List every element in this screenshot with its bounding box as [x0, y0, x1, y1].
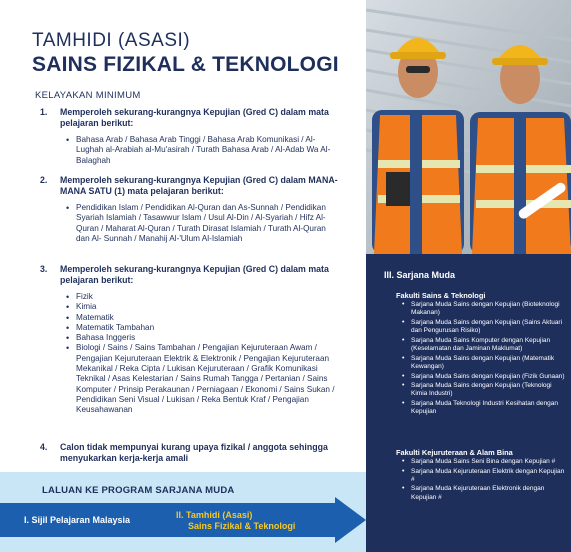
program-item: • Sarjana Muda Teknologi Industri Kesihatan dengan Kepujian	[404, 400, 569, 417]
requirement-number: 1.	[40, 107, 48, 117]
requirement-text: Memperoleh sekurang-kurangnya Kepujian (Gred C) dalam mata pelajaran berikut:	[60, 264, 329, 285]
subject-item: • Bahasa Arab / Bahasa Arab Tinggi / Bahasa Arab Komunikasi / Al-Lughah al-Arabiah al-Mu'asirah / Turath Bahasa Arab / Al-Adab Wa Al-Balaghah	[68, 135, 340, 166]
requirement-text: Calon tidak mempunyai kurang upaya fizikal / anggota sehingga menyukarkan kerja-kerja amali	[60, 442, 328, 463]
subject-list	[68, 135, 340, 166]
program-item: • Sarjana Muda Sains dengan Kepujian (Sains Aktuari dan Pengurusan Risiko)	[404, 319, 569, 336]
subject-item: • Matematik	[68, 313, 340, 323]
degree-panel	[366, 0, 571, 552]
subject-item: • Fizik	[68, 292, 340, 302]
subject-item: • Pendidikan Islam / Pendidikan Al-Quran dan As-Sunnah / Pendidikan Syariah Islamiah / Tasawwur Islam / Usul Al-Din / Al-Syariah / Hifz Al-Quran / Maharat Al-Quran / Turath Dirasat Islamiah / Turath Al-Quran dan Al- Sunnah / Manahij Al-'Ulum Al-Islamiah	[68, 203, 340, 244]
program-item: • Sarjana Muda Sains dengan Kepujian (Matematik Kewangan)	[404, 355, 569, 372]
requirement-number: 4.	[40, 442, 48, 452]
subject-item: • Biologi / Sains / Sains Tambahan / Pengajian Kejuruteraan Awam / Pengajian Kejuruteraan Elektrik & Elektronik / Pengajian Kejuruteraan Mekanikal / Reka Cipta / Lukisan Kejuruteraan / Grafik Komunikasi Teknikal / Asas Kelestarian / Sains Rumah Tangga / Pertanian / Sains Komputer / Prinsip Perakaunan / Perniagaan / Ekonomi / Sains Sukan / Pendidikan Seni Visual / Lukisan / Reka Bentuk Kraf / Pengajian Keusahawanan	[68, 343, 340, 415]
subject-item: • Bahasa Inggeris	[68, 333, 340, 343]
program-item: • Sarjana Muda Sains Seni Bina dengan Kepujian #	[404, 458, 569, 466]
page-title: SAINS FIZIKAL & TEKNOLOGI	[32, 53, 339, 76]
program-item: • Sarjana Muda Kejuruteraan Elektrik dengan Kepujian #	[404, 468, 569, 485]
requirement-number: 3.	[40, 264, 48, 274]
program-list-engineering	[404, 458, 569, 503]
requirement-text: Memperoleh sekurang-kurangnya Kepujian (Gred C) dalam mata pelajaran berikut:	[60, 107, 329, 128]
pathway-step-2-line-1: II. Tamhidi (Asasi)	[176, 510, 253, 520]
requirement-text: Memperoleh sekurang-kurangnya Kepujian (Gred C) dalam MANA-MANA SATU (1) mata pelajaran berikut:	[60, 175, 338, 196]
pathway-step-1: I. Sijil Pelajaran Malaysia	[24, 515, 131, 525]
subject-item: • Kimia	[68, 302, 340, 312]
subject-item: • Matematik Tambahan	[68, 323, 340, 333]
faculty-name-science: Fakulti Sains & Teknologi	[396, 291, 486, 300]
pathway-title: LALUAN KE PROGRAM SARJANA MUDA	[42, 485, 235, 496]
program-item: • Sarjana Muda Sains Komputer dengan Kepujian (Keselamatan dan Jaminan Maklumat)	[404, 337, 569, 354]
degree-title: III. Sarjana Muda	[384, 270, 456, 280]
requirement-number: 2.	[40, 175, 48, 185]
subject-list	[68, 203, 340, 244]
requirement-3	[40, 264, 340, 416]
subject-list	[68, 292, 340, 416]
program-item: • Sarjana Muda Sains dengan Kepujian (Teknologi Kimia Industri)	[404, 382, 569, 399]
page-subtitle: TAMHIDI (ASASI)	[32, 30, 191, 51]
requirements-heading: KELAYAKAN MINIMUM	[35, 90, 141, 101]
requirement-2	[40, 175, 340, 244]
program-item: • Sarjana Muda Sains dengan Kepujian (Bioteknologi Makanan)	[404, 301, 569, 318]
engineers-photo	[366, 0, 571, 254]
requirement-4	[40, 442, 340, 464]
requirement-1	[40, 107, 340, 166]
program-list-science	[404, 301, 569, 418]
program-item: • Sarjana Muda Kejuruteraan Elektronik dengan Kepujian #	[404, 485, 569, 502]
program-item: • Sarjana Muda Sains dengan Kepujian (Fizik Gunaan)	[404, 373, 569, 381]
pathway-step-2-line-2: Sains Fizikal & Teknologi	[188, 521, 296, 531]
faculty-name-engineering: Fakulti Kejuruteraan & Alam Bina	[396, 448, 513, 457]
